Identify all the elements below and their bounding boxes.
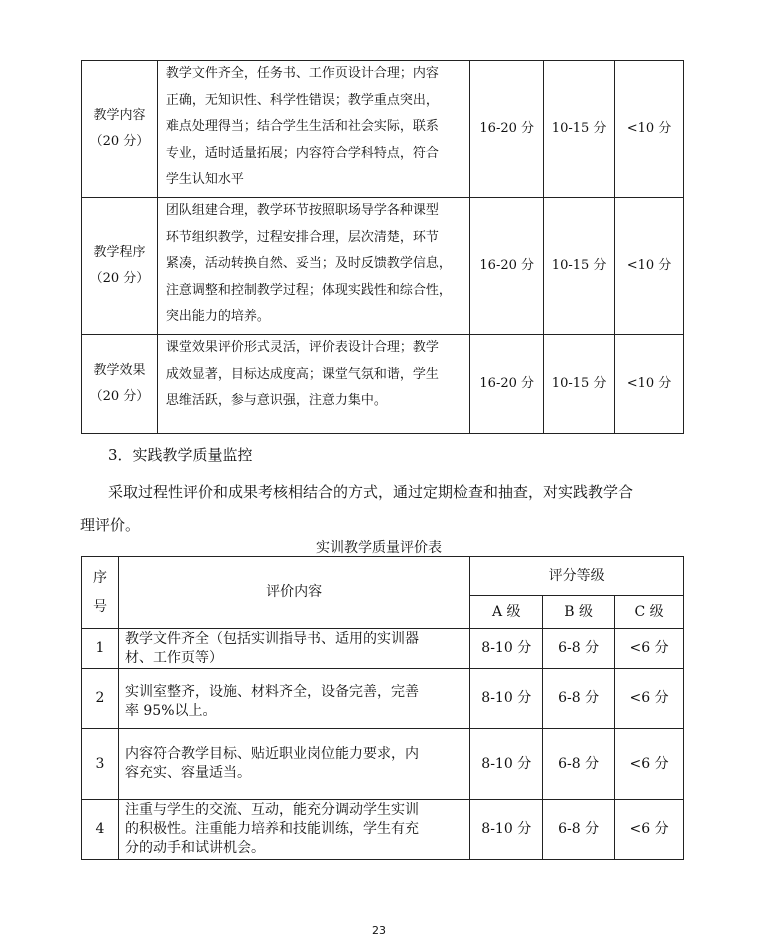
- score-mid: 10-15 分: [544, 61, 615, 198]
- grade-c-value: <6 分: [615, 800, 684, 860]
- row-content: 实训室整齐，设施、材料齐全，设备完善，完善 率 95%以上。: [118, 669, 469, 729]
- paragraph-line: 理评价。: [80, 516, 141, 534]
- rubric-category: 教学效果 （20 分）: [82, 335, 158, 434]
- grade-c-value: <6 分: [615, 629, 684, 669]
- grade-b-value: 6-8 分: [543, 729, 615, 800]
- row-content: 注重与学生的交流、互动，能充分调动学生实训 的积极性。注重能力培养和技能训练，学生有充 分的动手和试讲机会。: [118, 800, 469, 860]
- grade-header: 评分等级: [470, 557, 684, 596]
- table-row: [82, 61, 684, 198]
- rubric-category: 教学程序 （20 分）: [82, 198, 158, 335]
- grade-a-value: 8-10 分: [470, 729, 543, 800]
- seq-header: 序 号: [82, 557, 119, 629]
- row-content: 内容符合教学目标、贴近职业岗位能力要求，内 容充实、容量适当。: [118, 729, 469, 800]
- content-header: 评价内容: [118, 557, 469, 629]
- table-row: [82, 800, 684, 860]
- section-heading: 3．实践教学质量监控: [108, 446, 253, 464]
- grade-c-value: <6 分: [615, 669, 684, 729]
- grade-c-header: C 级: [615, 596, 684, 629]
- table-row: [82, 669, 684, 729]
- grade-b-value: 6-8 分: [543, 669, 615, 729]
- grade-b-value: 6-8 分: [543, 800, 615, 860]
- teaching-rubric-table: [81, 60, 684, 434]
- row-number: 3: [82, 729, 119, 800]
- table-row: [82, 335, 684, 434]
- grade-b-value: 6-8 分: [543, 629, 615, 669]
- table-row: [82, 729, 684, 800]
- table-row: [82, 629, 684, 669]
- row-number: 4: [82, 800, 119, 860]
- paragraph-line: 采取过程性评价和成果考核相结合的方式，通过定期检查和抽查，对实践教学合: [108, 483, 634, 501]
- score-high: 16-20 分: [470, 61, 544, 198]
- grade-b-header: B 级: [543, 596, 615, 629]
- training-evaluation-table: [81, 556, 684, 860]
- score-low: <10 分: [615, 198, 684, 335]
- grade-a-value: 8-10 分: [470, 629, 543, 669]
- rubric-description: 教学文件齐全，任务书、工作页设计合理；内容 正确，无知识性、科学性错误；教学重点突出， 难点处理得当；结合学生生活和社会实际，联系 专业，适时适量拓展；内容符合学科特点，符合 学生认知水平: [157, 61, 469, 198]
- score-high: 16-20 分: [470, 198, 544, 335]
- row-content: 教学文件齐全（包括实训指导书、适用的实训器 材、工作页等）: [118, 629, 469, 669]
- score-mid: 10-15 分: [544, 198, 615, 335]
- score-mid: 10-15 分: [544, 335, 615, 434]
- table-title: 实训教学质量评价表: [316, 540, 442, 556]
- row-number: 1: [82, 629, 119, 669]
- score-low: <10 分: [615, 61, 684, 198]
- rubric-category: 教学内容 （20 分）: [82, 61, 158, 198]
- header-row: [82, 557, 684, 596]
- page-number: 23: [372, 924, 386, 937]
- grade-a-value: 8-10 分: [470, 800, 543, 860]
- grade-a-header: A 级: [470, 596, 543, 629]
- rubric-description: 课堂效果评价形式灵活，评价表设计合理；教学 成效显著，目标达成度高；课堂气氛和谐，学生 思维活跃，参与意识强，注意力集中。: [157, 335, 469, 434]
- score-high: 16-20 分: [470, 335, 544, 434]
- rubric-description: 团队组建合理，教学环节按照职场导学各种课型 环节组织教学，过程安排合理，层次清楚，环节 紧凑，活动转换自然、妥当；及时反馈教学信息， 注意调整和控制教学过程；体现实践性和综合性， 突出能力的培养。: [157, 198, 469, 335]
- table-row: [82, 198, 684, 335]
- row-number: 2: [82, 669, 119, 729]
- grade-c-value: <6 分: [615, 729, 684, 800]
- grade-a-value: 8-10 分: [470, 669, 543, 729]
- score-low: <10 分: [615, 335, 684, 434]
